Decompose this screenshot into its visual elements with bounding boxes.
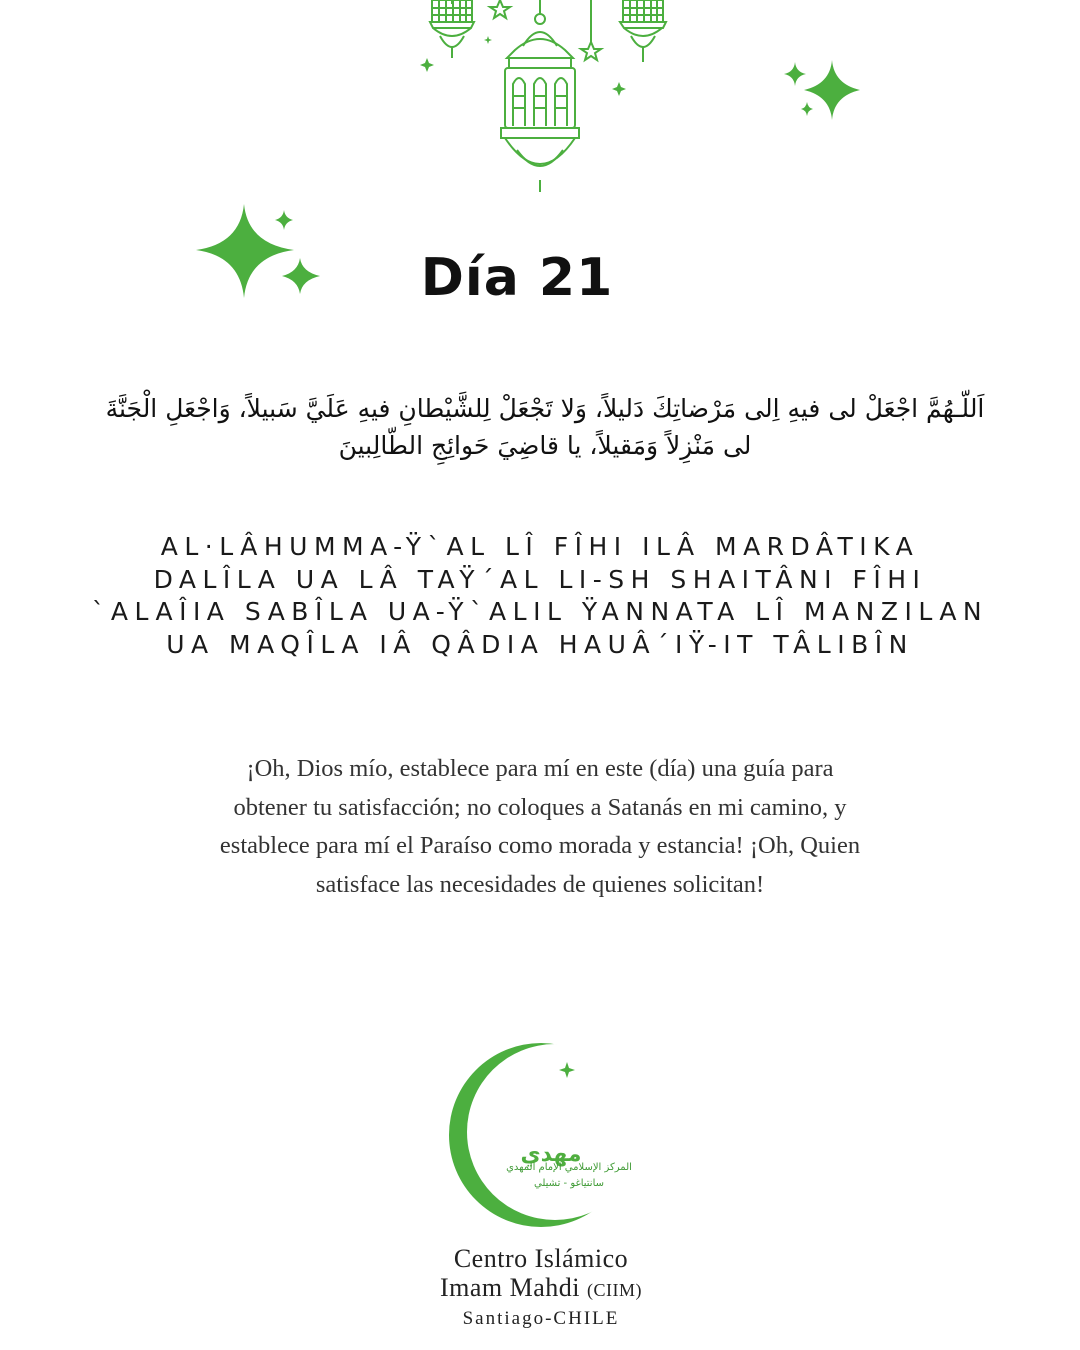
ramadan-lanterns-icon: [405, 0, 685, 205]
transliteration-text: AL·LÂHUMMA-Ÿ`AL LÎ FÎHI ILÂ MARDÂTIKA DALÎLA UA LÂ TAŸ´AL LI-SH SHAITÂNI FÎHI `ALAÎIA SABÎLA UA-Ÿ`ALIL ŸANNATA LÎ MANZILAN UA MAQÎLA IÂ QÂDIA HAUÂ´IŸ-IT TÂLIBÎN: [91, 532, 989, 659]
logo-line-2-main: Imam Mahdi: [439, 1273, 581, 1302]
logo-arabic-center-name: المركز الإسلامي الإمام المهدي: [506, 1162, 632, 1173]
spanish-translation-text: ¡Oh, Dios mío, establece para mí en este (día) una guía para obtener tu satisfacción; no coloques a Satanás en mi camino, y establece para mí el Paraíso como morada y estancia! ¡Oh, Quien satisface las necesidades de quienes solicitan!: [219, 755, 861, 898]
crescent-logo-icon: [443, 1038, 643, 1238]
logo-line-3: Santiago-CHILE: [462, 1308, 620, 1329]
sparkle-stars-icon: [770, 52, 870, 124]
logo-arabic-calligraphy: مهدي: [520, 1142, 582, 1167]
day-title: Día 21: [420, 248, 614, 308]
ciim-logo: [403, 1038, 679, 1330]
logo-arabic-city: سانتياغو - تشيلي: [533, 1178, 605, 1189]
arabic-prayer-text: اَللّـهُمَّ اجْعَلْ لى فيهِ اِلى مَرْضاتِكَ دَليلاً، وَلا تَجْعَلْ لِلشَّيْطانِ فيهِ عَلَيَّ سَبيلاً، وَاجْعَلِ الْجَنَّةَ لى مَنْزِلاً وَمَقيلاً، يا قاضِيَ حَوائِجِ الطّالِبينَ: [105, 394, 985, 460]
logo-line-2-abbr: (CIIM): [587, 1280, 643, 1300]
logo-line-2: [403, 1273, 679, 1303]
logo-line-1: Centro Islámico: [453, 1244, 629, 1273]
